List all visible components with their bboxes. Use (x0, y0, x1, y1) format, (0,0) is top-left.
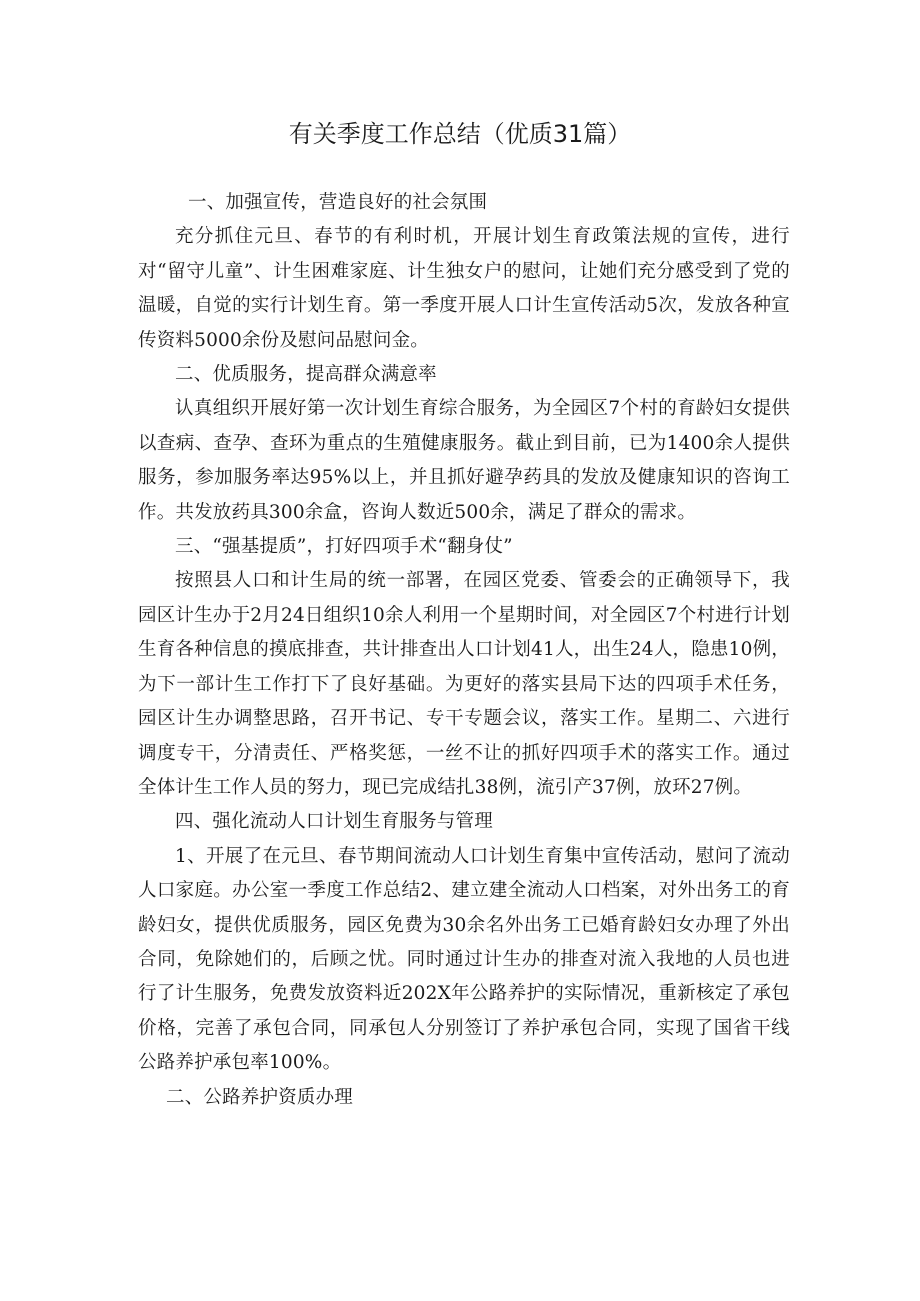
section-heading: 三、“强基提质”，打好四项手术“翻身仗” (175, 536, 513, 558)
body-paragraph: 按照县人口和计生局的统一部署，在园区党委、管委会的正确领导下，我园区计生办于2月24日组织10余人利用一个星期时间，对全园区7个村进行计划生育各种信息的摸底排查，共计排查出人口计划41人，出生24人，隐患10例，为下一部计生工作打下了良好基础。为更好的落实县局下达的四项手术任务，园区计生办调整思路，召开书记、专干专题会议，落实工作。星期二、六进行调度专干，分清责任、严格奖惩，一丝不让的抓好四项手术的落实工作。通过全体计生工作人员的努力，现已完成结扎38例，流引产37例，放环27例。 (138, 570, 790, 798)
document-body (138, 186, 790, 1115)
section-heading: 一、加强宣传，营造良好的社会氛围 (188, 192, 488, 213)
body-paragraph: 充分抓住元旦、春节的有利时机，开展计划生育政策法规的宣传，进行对“留守儿童”、计生困难家庭、计生独女户的慰问，让她们充分感受到了党的温暖，自觉的实行计划生育。第一季度开展人口计生宣传活动5次，发放各种宣传资料5000余份及慰问品慰问金。 (138, 226, 790, 351)
section-heading: 四、强化流动人口计划生育服务与管理 (175, 811, 493, 833)
body-paragraph: 认真组织开展好第一次计划生育综合服务，为全园区7个村的育龄妇女提供以查病、查孕、查环为重点的生殖健康服务。截止到目前，已为1400余人提供服务，参加服务率达95%以上，并且抓好避孕药具的发放及健康知识的咨询工作。共发放药具300余盒，咨询人数近500余，满足了群众的需求。 (138, 398, 790, 523)
section-heading: 二、优质服务，提高群众满意率 (175, 364, 437, 386)
document-title: 有关季度工作总结（优质31篇） (288, 120, 632, 148)
body-paragraph: 1、开展了在元旦、春节期间流动人口计划生育集中宣传活动，慰问了流动人口家庭。办公室一季度工作总结2、建立建全流动人口档案，对外出务工的育龄妇女，提供优质服务，园区免费为30余名外出务工已婚育龄妇女办理了外出合同，免除她们的，后顾之忧。同时通过计生办的排查对流入我地的人员也进行了计生服务，免费发放资料近202X年公路养护的实际情况，重新核定了承包价格，完善了承包合同，同承包人分别签订了养护承包合同，实现了国省干线公路养护承包率100%。 (138, 845, 790, 1074)
section-heading: 二、公路养护资质办理 (166, 1086, 354, 1108)
